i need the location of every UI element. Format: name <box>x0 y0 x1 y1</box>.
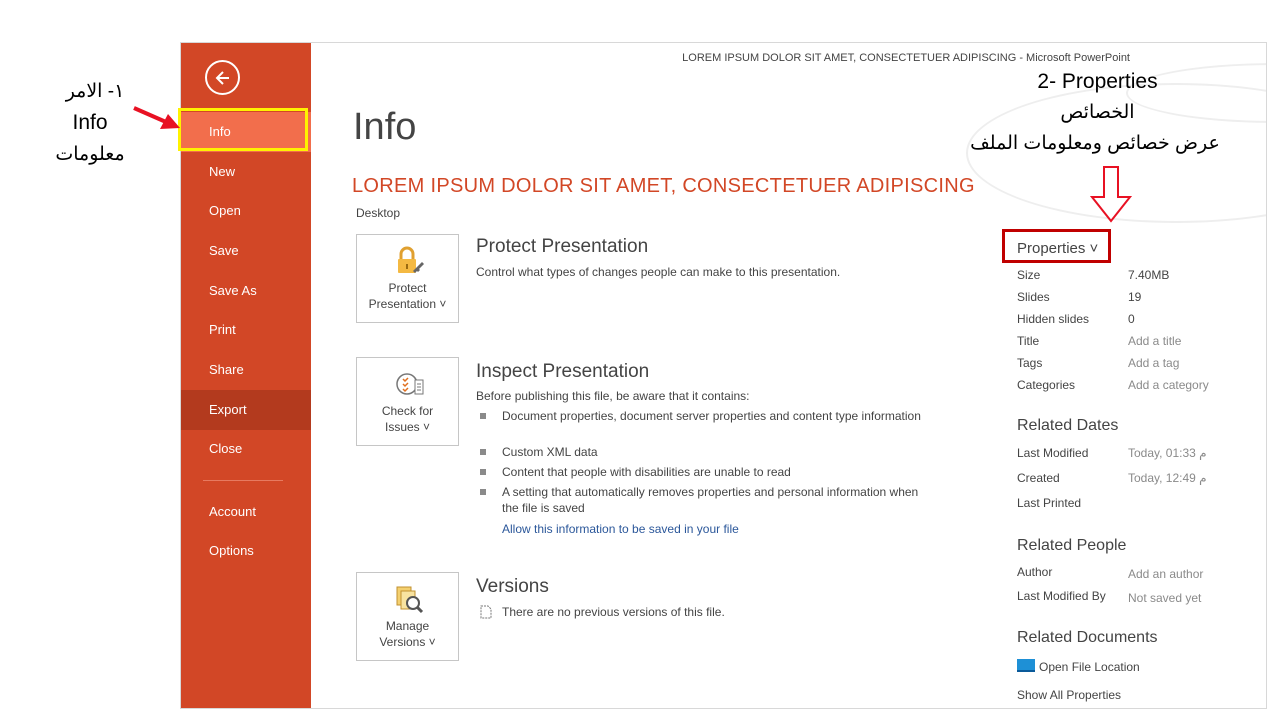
prop-value: Today, 12:49 م <box>1128 471 1207 485</box>
open-file-location-link[interactable]: Open File Location <box>1039 660 1140 674</box>
inspect-item-text: A setting that automatically removes properties and personal information when the file is saved <box>502 485 919 515</box>
properties-highlight-box <box>1002 229 1111 263</box>
add-category-field[interactable]: Add a category <box>1128 378 1209 392</box>
annotation-step1-line3: معلومات <box>55 144 125 165</box>
back-arrow-icon <box>213 68 233 88</box>
nav-export[interactable]: Export <box>181 390 311 430</box>
nav-save-as[interactable]: Save As <box>209 283 257 298</box>
nav-account[interactable]: Account <box>209 504 256 519</box>
prop-value: 0 <box>1128 312 1135 326</box>
nav-share[interactable]: Share <box>209 362 244 377</box>
nav-options[interactable]: Options <box>209 543 254 558</box>
nav-print[interactable]: Print <box>209 322 236 337</box>
inspect-item <box>502 464 922 480</box>
inspect-item <box>502 484 922 516</box>
prop-label: Categories <box>1017 378 1076 392</box>
annotation-step1-line1: ١- الامر <box>65 81 125 102</box>
window-title: LOREM IPSUM DOLOR SIT AMET, CONSECTETUER ADIPISCING - Microsoft PowerPoint <box>682 52 1130 64</box>
add-title-field[interactable]: Add a title <box>1128 334 1182 348</box>
prop-value: 7.40MB <box>1128 268 1170 282</box>
nav-close[interactable]: Close <box>209 441 243 456</box>
annotation-step2-line3: عرض خصائص ومعلومات الملف <box>970 133 1220 154</box>
check-for-issues-button[interactable] <box>356 357 459 446</box>
info-highlight-box <box>178 108 308 151</box>
versions-label-line1: Manage <box>385 619 430 633</box>
annotation-step1-line2: Info <box>72 111 108 134</box>
annotation-step2-line1: 2- Properties <box>1037 70 1158 93</box>
related-people-heading: Related People <box>1017 537 1127 554</box>
nav-divider <box>203 480 283 481</box>
protect-description: Control what types of changes people can make to this presentation. <box>476 265 841 279</box>
related-dates-heading: Related Dates <box>1017 417 1119 434</box>
check-label-line1: Check for <box>381 404 434 418</box>
check-label-line2: Issues ˅ <box>384 420 431 434</box>
prop-value: Today, 01:33 م <box>1128 446 1207 460</box>
red-arrow-icon <box>130 104 182 134</box>
prop-label: Slides <box>1017 290 1050 304</box>
properties-dropdown[interactable]: Properties ˅ <box>1017 240 1099 257</box>
protect-presentation-button[interactable] <box>356 234 459 323</box>
versions-search-icon <box>393 583 425 615</box>
back-button[interactable] <box>205 60 240 95</box>
protect-label-line2: Presentation ˅ <box>368 297 447 311</box>
prop-label: Created <box>1017 471 1060 485</box>
show-all-properties-link[interactable]: Show All Properties <box>1017 688 1122 702</box>
add-author-field[interactable]: Add an author <box>1128 567 1204 581</box>
inspect-item-text: Custom XML data <box>502 445 598 459</box>
nav-info[interactable]: Info <box>181 112 311 152</box>
prop-label: Tags <box>1017 356 1043 370</box>
prop-label: Title <box>1017 334 1040 348</box>
protect-label-line1: Protect <box>388 281 427 295</box>
nav-save[interactable]: Save <box>209 243 239 258</box>
document-title: LOREM IPSUM DOLOR SIT AMET, CONSECTETUER ADIPISCING <box>352 175 975 197</box>
lock-key-icon <box>393 245 425 277</box>
prop-label: Last Printed <box>1017 496 1082 510</box>
prop-value: 19 <box>1128 290 1142 304</box>
related-documents-heading: Related Documents <box>1017 629 1158 646</box>
inspect-description: Before publishing this file, be aware that it contains: <box>476 389 750 403</box>
inspect-item-text: Document properties, document server properties and content type information <box>502 409 921 423</box>
prop-label: Author <box>1017 565 1053 579</box>
document-location: Desktop <box>356 206 401 220</box>
annotation-step2-line2: الخصائص <box>1060 102 1135 123</box>
checklist-icon <box>393 368 425 400</box>
prop-label: Size <box>1017 268 1041 282</box>
prop-value: Not saved yet <box>1128 591 1202 605</box>
manage-versions-button[interactable] <box>356 572 459 661</box>
allow-info-link[interactable]: Allow this information to be saved in your file <box>502 522 739 536</box>
inspect-item <box>502 408 922 424</box>
document-icon <box>480 605 492 619</box>
versions-description: There are no previous versions of this file. <box>502 605 725 619</box>
prop-label: Last Modified By <box>1017 589 1106 603</box>
page-title: Info <box>353 106 417 148</box>
versions-label-line2: Versions ˅ <box>379 635 436 649</box>
inspect-item-text: Content that people with disabilities are unable to read <box>502 465 791 479</box>
inspect-item <box>502 444 922 460</box>
nav-new[interactable]: New <box>209 164 236 179</box>
protect-title: Protect Presentation <box>476 236 649 257</box>
prop-label: Hidden slides <box>1017 312 1090 326</box>
nav-open[interactable]: Open <box>209 203 241 218</box>
down-arrow-icon <box>1090 165 1134 223</box>
folder-monitor-icon <box>1017 659 1035 672</box>
versions-title: Versions <box>476 576 549 597</box>
inspect-title: Inspect Presentation <box>476 361 650 382</box>
add-tag-field[interactable]: Add a tag <box>1128 356 1180 370</box>
prop-label: Last Modified <box>1017 446 1089 460</box>
